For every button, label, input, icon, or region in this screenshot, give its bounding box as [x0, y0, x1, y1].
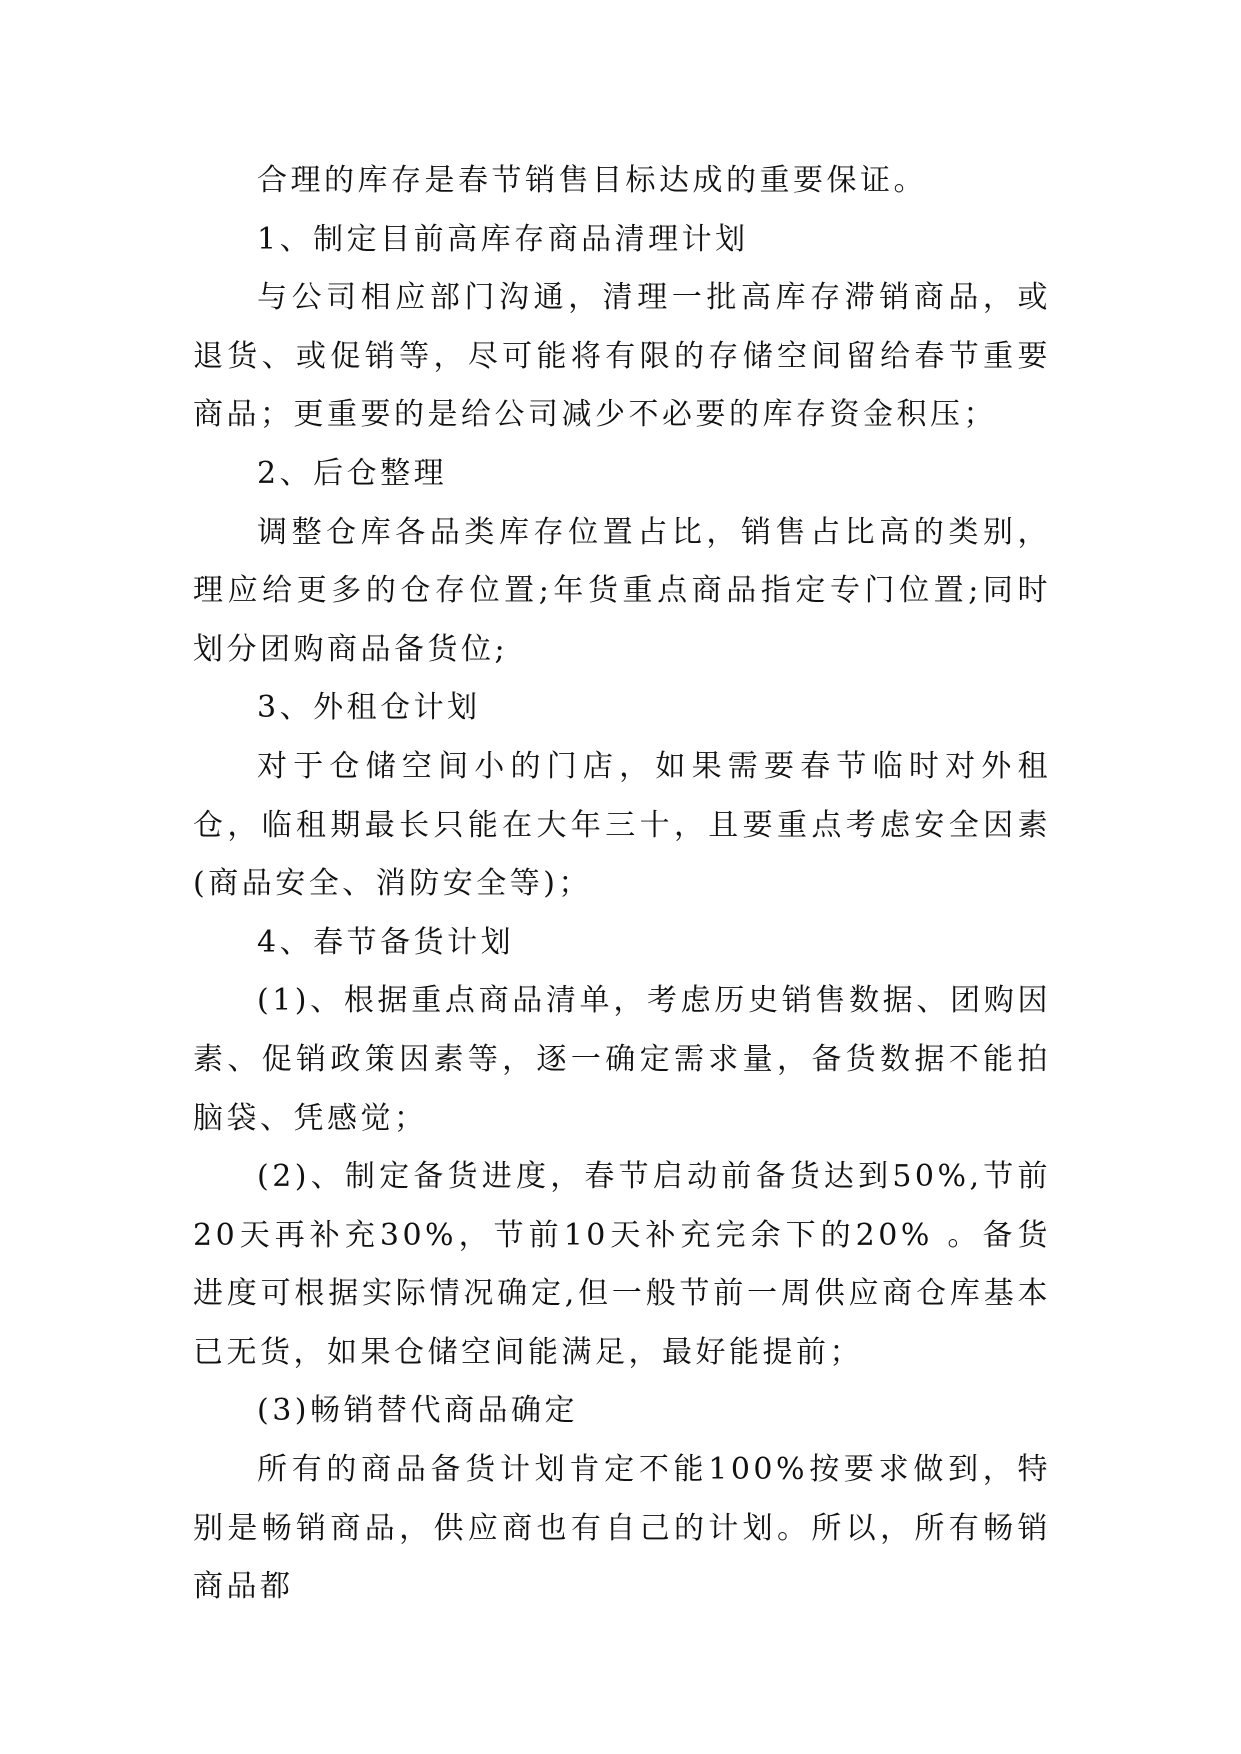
paragraph-stock-plan-2: (2)、制定备货进度，春节启动前备货达到50%,节前20天再补充30%，节前10天补充完余下的20% 。备货进度可根据实际情况确定,但一般节前一周供应商仓库基本已无货，如果仓储空间能满足，最好能提前；	[193, 1159, 1051, 1370]
paragraph-clearance-plan: 与公司相应部门沟通，清理一批高库存滞销商品，或退货、或促销等，尽可能将有限的存储空间留给春节重要商品；更重要的是给公司减少不必要的库存资金积压；	[193, 280, 1051, 433]
paragraph-external-warehouse: 对于仓储空间小的门店，如果需要春节临时对外租仓，临租期最长只能在大年三十，且要重点考虑安全因素(商品安全、消防安全等)；	[193, 748, 1051, 902]
heading-external-warehouse: 3、外租仓计划	[257, 690, 481, 726]
paragraph-substitute-products: 所有的商品备货计划肯定不能100%按要求做到，特别是畅销商品，供应商也有自己的计划。所以，所有畅销商品都	[193, 1452, 1051, 1605]
heading-clearance-plan: 1、制定目前高库存商品清理计划	[257, 221, 749, 257]
paragraph-stock-plan-1: (1)、根据重点商品清单，考虑历史销售数据、团购因素、促销政策因素等，逐一确定需求量，备货数据不能拍脑袋、凭感觉；	[193, 983, 1051, 1136]
heading-substitute-products: (3)畅销替代商品确定	[257, 1393, 578, 1429]
heading-stock-plan: 4、春节备货计划	[257, 924, 515, 960]
paragraph-back-warehouse: 调整仓库各品类库存位置占比，销售占比高的类别，理应给更多的仓存位置;年货重点商品指定专门位置;同时划分团购商品备货位;	[193, 514, 1051, 667]
paragraph-inventory-importance: 合理的库存是春节销售目标达成的重要保证。	[257, 163, 927, 198]
document-body	[193, 152, 1051, 1617]
heading-back-warehouse: 2、后仓整理	[257, 455, 448, 491]
